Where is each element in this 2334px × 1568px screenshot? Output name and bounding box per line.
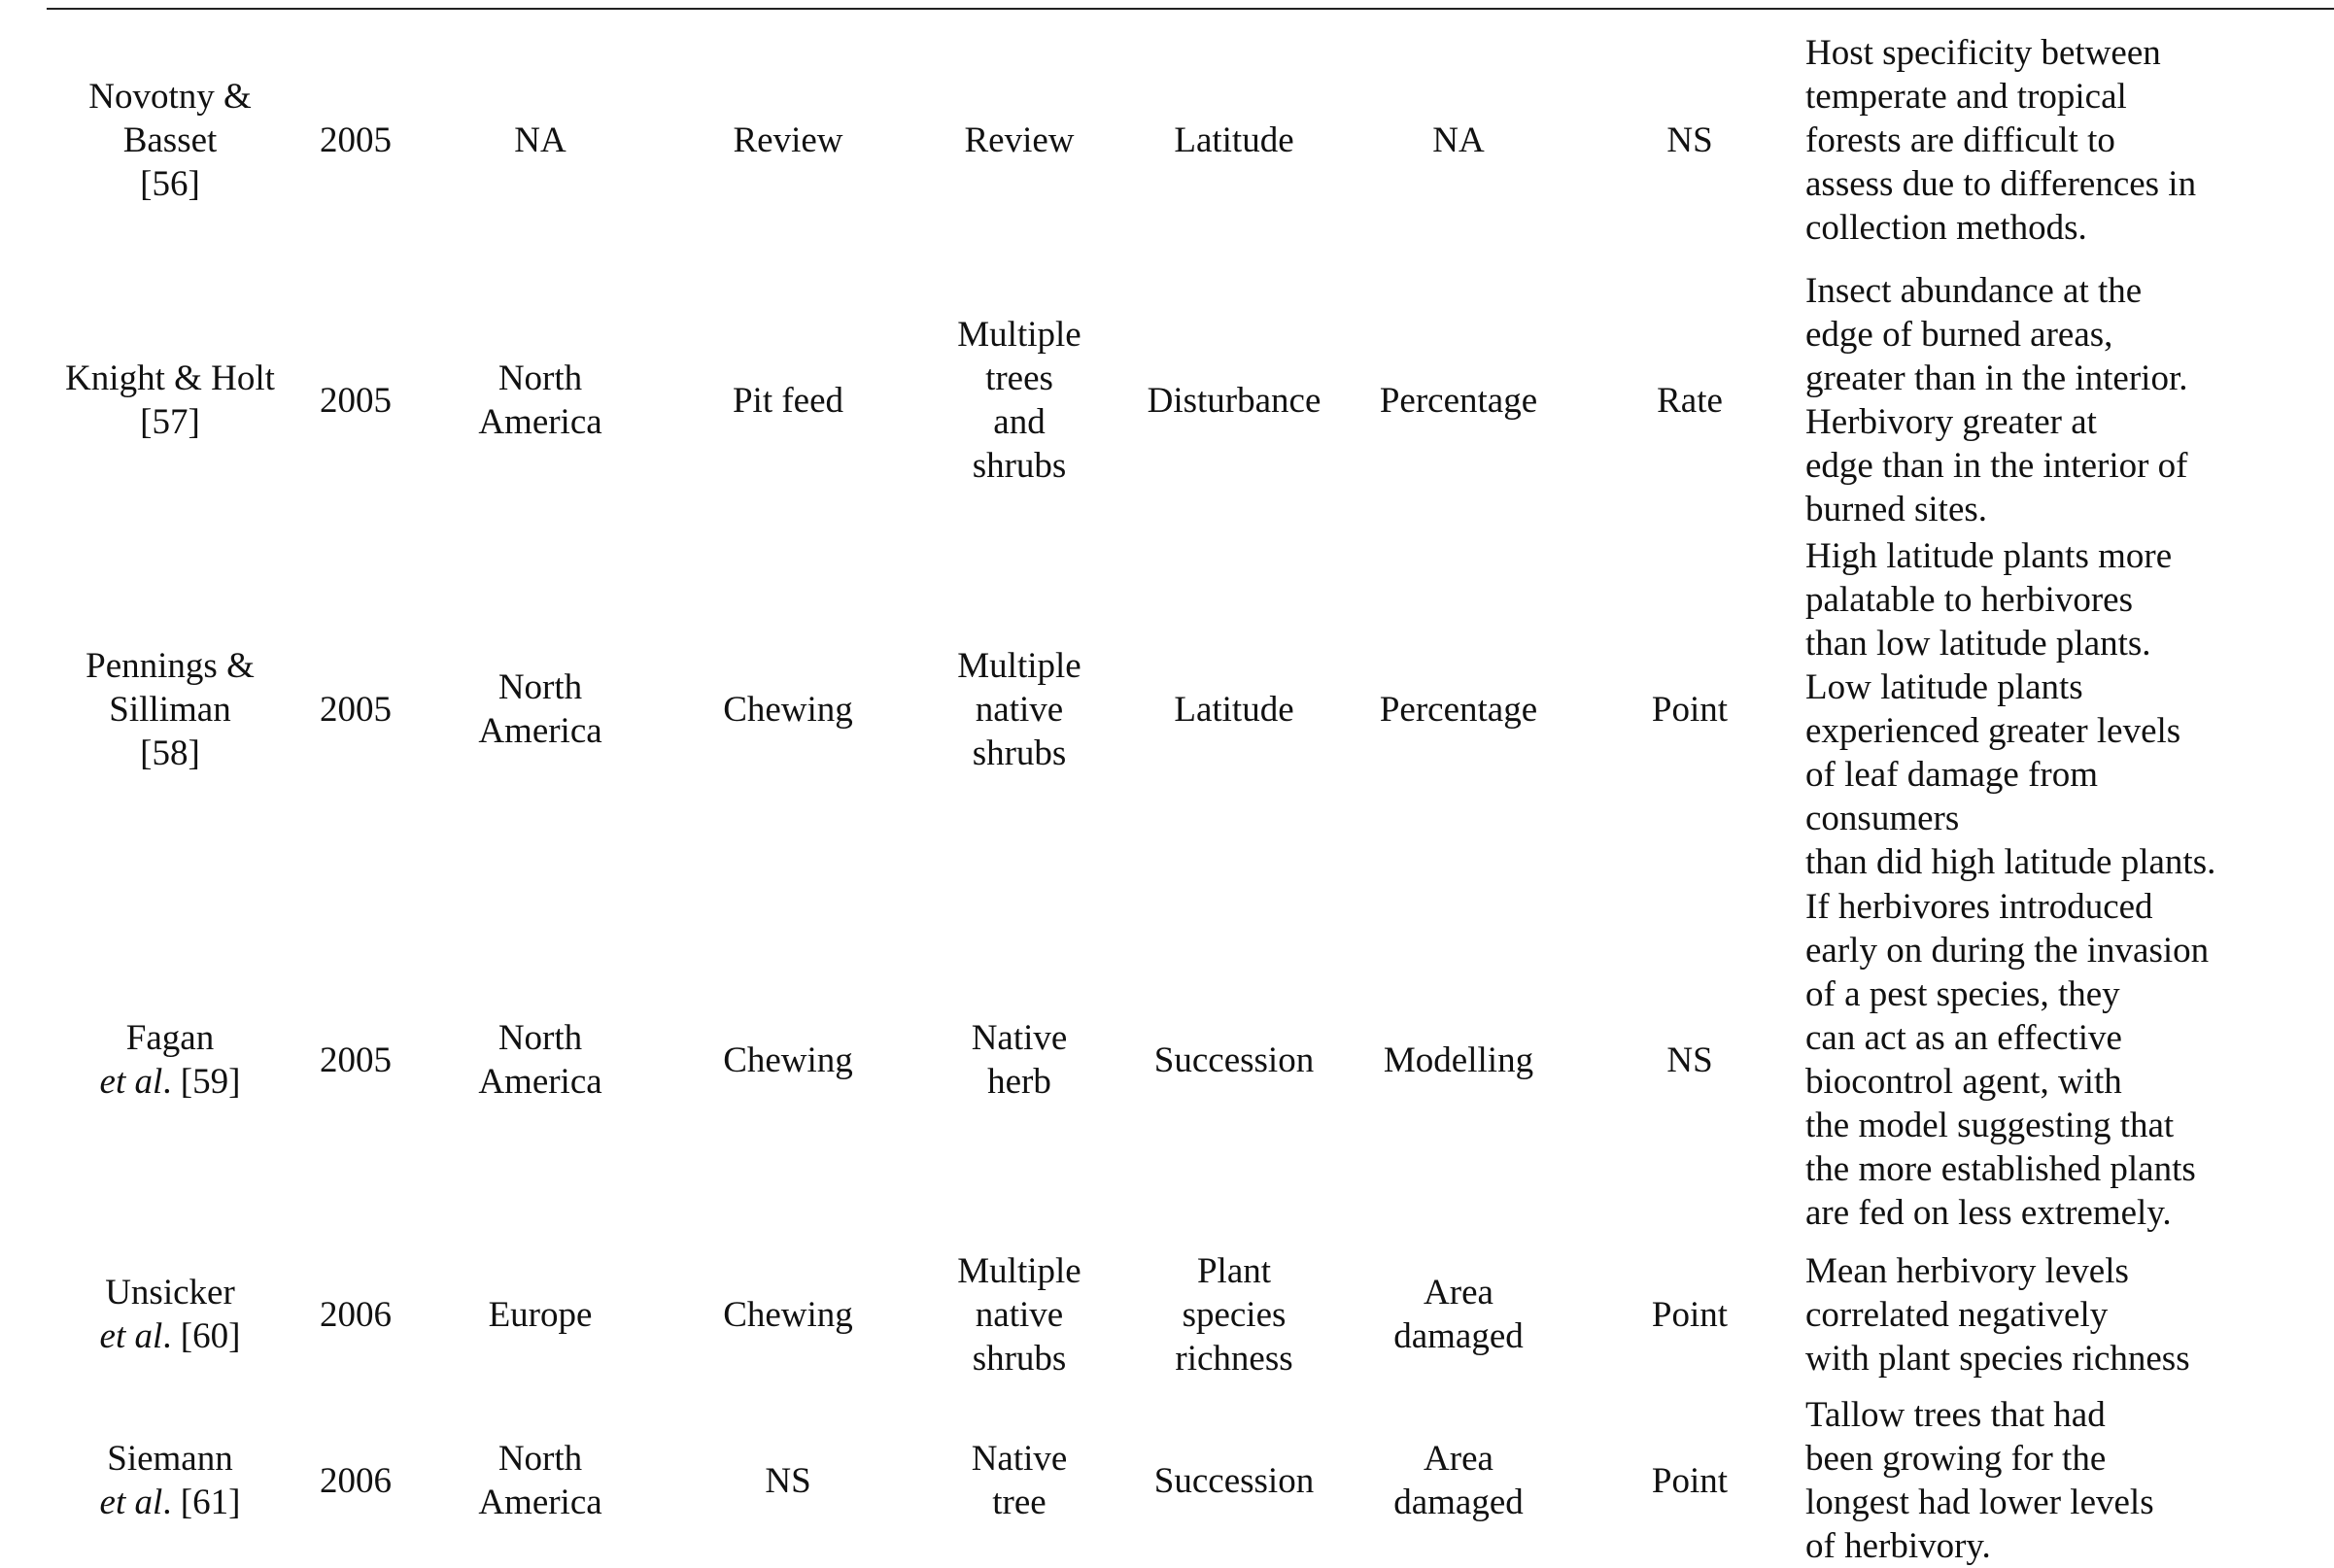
author-cell [47, 1236, 293, 1393]
year-cell: 2005 [320, 380, 392, 421]
summary-line: forests are difficult to [1805, 119, 2115, 160]
summary-line: experienced greater levels [1805, 711, 2181, 751]
factor-cell [1125, 534, 1343, 884]
region-line: North [498, 1018, 583, 1058]
table-row [47, 884, 2291, 1236]
year-cell: 2005 [320, 1040, 392, 1080]
measure-cell [1343, 1236, 1574, 1393]
method-cell: Rate [1657, 380, 1723, 421]
plant-cell [913, 884, 1125, 1236]
feeding-cell: Chewing [723, 1294, 853, 1335]
summary-line: High latitude plants more [1805, 536, 2173, 576]
table-row [47, 1236, 2291, 1393]
plant-line: Multiple [957, 1250, 1081, 1291]
author-ref: [57] [140, 402, 200, 442]
summary-line: Tallow trees that had [1805, 1395, 2106, 1435]
author-ref [47, 1314, 293, 1358]
et-al-text: et al [99, 1316, 163, 1356]
region-cell [418, 266, 663, 534]
summary-cell [1805, 1393, 2291, 1568]
summary-line: greater than in the interior. [1805, 358, 2188, 398]
author-cell [47, 1393, 293, 1568]
measure-line: Modelling [1383, 1040, 1534, 1080]
et-al-text: et al [99, 1062, 163, 1102]
method-cell: Point [1651, 1294, 1729, 1335]
region-line: America [478, 1062, 602, 1102]
summary-line: been growing for the [1805, 1439, 2107, 1479]
year-cell: 2006 [320, 1460, 392, 1501]
measure-line: damaged [1393, 1316, 1524, 1356]
table-row [47, 534, 2291, 884]
year-cell: 2006 [320, 1294, 392, 1335]
literature-table [47, 14, 2291, 1568]
feeding-cell: Chewing [723, 1040, 853, 1080]
plant-line: and [993, 402, 1046, 442]
author-line: Unsicker [105, 1273, 235, 1312]
factor-cell [1125, 14, 1343, 266]
feeding-cell: Chewing [723, 689, 853, 730]
summary-line: assess due to differences in [1805, 163, 2197, 204]
summary-line: Herbivory greater at [1805, 402, 2097, 442]
plant-line: native [975, 689, 1064, 730]
summary-line: Mean herbivory levels [1805, 1250, 2129, 1291]
plant-line: Review [964, 119, 1075, 160]
author-line: Siemann [107, 1439, 233, 1479]
summary-line: the model suggesting that [1805, 1106, 2175, 1145]
et-al-text: et al [99, 1483, 163, 1522]
region-line: America [478, 711, 602, 751]
measure-line: Percentage [1379, 380, 1538, 421]
summary-cell [1805, 266, 2291, 534]
author-cell [47, 884, 293, 1236]
plant-line: Native [971, 1439, 1068, 1479]
ref-number: . [59] [162, 1062, 241, 1102]
summary-line: of herbivory. [1805, 1526, 1991, 1566]
region-line: America [478, 1483, 602, 1522]
measure-cell [1343, 534, 1574, 884]
measure-line: damaged [1393, 1483, 1524, 1522]
region-cell: Europe [488, 1294, 593, 1335]
measure-line: NA [1432, 119, 1485, 160]
summary-line: early on during the invasion [1805, 931, 2210, 971]
plant-line: shrubs [972, 1338, 1067, 1379]
factor-cell [1125, 1236, 1343, 1393]
plant-line: shrubs [972, 446, 1067, 486]
author-ref [47, 1481, 293, 1524]
summary-cell [1805, 1236, 2291, 1393]
measure-line: Area [1424, 1439, 1493, 1479]
summary-line: Low latitude plants [1805, 667, 2083, 707]
feeding-cell: Review [733, 119, 843, 160]
summary-cell [1805, 14, 2291, 266]
factor-line: Succession [1153, 1040, 1315, 1080]
summary-line: burned sites. [1805, 490, 1988, 529]
plant-line: Multiple [957, 315, 1081, 355]
summary-line: Host specificity between [1805, 32, 2161, 73]
table-row [47, 1393, 2291, 1568]
table-row [47, 266, 2291, 534]
method-cell: Point [1651, 689, 1729, 730]
summary-line: correlated negatively [1805, 1294, 2109, 1335]
summary-line: If herbivores introduced [1805, 887, 2153, 927]
factor-cell [1125, 1393, 1343, 1568]
measure-cell [1343, 14, 1574, 266]
factor-line: Plant [1196, 1250, 1272, 1291]
summary-line: biocontrol agent, with [1805, 1062, 2122, 1102]
summary-line: can act as an effective [1805, 1018, 2122, 1058]
factor-line: Succession [1153, 1460, 1315, 1501]
plant-line: native [975, 1294, 1064, 1335]
year-cell: 2005 [320, 119, 392, 160]
year-cell: 2005 [320, 689, 392, 730]
region-line: North [498, 1439, 583, 1479]
author-cell [47, 14, 293, 266]
plant-line: Multiple [957, 645, 1081, 686]
summary-line: than low latitude plants. [1805, 624, 2151, 664]
measure-line: Area [1424, 1273, 1493, 1312]
summary-line: temperate and tropical [1805, 76, 2127, 117]
measure-cell [1343, 266, 1574, 534]
summary-line: longest had lower levels [1805, 1483, 2154, 1522]
author-line: Pennings & [86, 645, 255, 686]
feeding-cell: Pit feed [732, 380, 844, 421]
method-cell: Point [1651, 1460, 1729, 1501]
author-cell [47, 266, 293, 534]
summary-line: palatable to herbivores [1805, 580, 2133, 620]
plant-cell [913, 266, 1125, 534]
plant-line: Native [971, 1018, 1068, 1058]
region-line: North [498, 358, 583, 398]
plant-line: shrubs [972, 733, 1067, 773]
factor-cell [1125, 884, 1343, 1236]
plant-cell [913, 14, 1125, 266]
summary-cell [1805, 534, 2291, 884]
summary-line: the more established plants [1805, 1149, 2196, 1189]
summary-line: Insect abundance at the [1805, 271, 2143, 311]
factor-cell [1125, 266, 1343, 534]
summary-line: consumers [1805, 799, 1960, 838]
measure-line: Percentage [1379, 689, 1538, 730]
ref-number: . [60] [162, 1316, 241, 1356]
author-line: Fagan [125, 1018, 215, 1058]
table-row [47, 14, 2291, 266]
factor-line: species [1182, 1294, 1287, 1335]
summary-line: edge of burned areas, [1805, 315, 2113, 355]
region-cell [418, 534, 663, 884]
factor-line: Latitude [1174, 119, 1294, 160]
feeding-cell: NS [765, 1460, 811, 1501]
plant-line: herb [987, 1062, 1051, 1102]
author-cell [47, 534, 293, 884]
ref-number: . [61] [162, 1483, 241, 1522]
author-line: Novotny & [88, 76, 252, 117]
author-line: Silliman [109, 689, 231, 730]
summary-line: collection methods. [1805, 207, 2087, 248]
method-cell: NS [1666, 119, 1713, 160]
method-cell: NS [1666, 1040, 1713, 1080]
plant-cell [913, 1236, 1125, 1393]
author-ref: [58] [140, 733, 200, 773]
region-line: America [478, 402, 602, 442]
factor-line: Disturbance [1147, 380, 1321, 421]
summary-line: with plant species richness [1805, 1338, 2190, 1379]
summary-line: of leaf damage from [1805, 755, 2098, 795]
summary-line: than did high latitude plants. [1805, 842, 2216, 882]
plant-cell [913, 534, 1125, 884]
plant-line: trees [985, 358, 1053, 398]
summary-cell [1805, 884, 2291, 1236]
author-ref [47, 1060, 293, 1104]
factor-line: Latitude [1174, 689, 1294, 730]
region-cell: NA [514, 119, 566, 160]
author-line: Knight & Holt [65, 358, 275, 398]
region-line: North [498, 667, 583, 707]
author-line: Basset [122, 119, 218, 160]
plant-line: tree [992, 1483, 1047, 1522]
factor-line: richness [1175, 1338, 1293, 1379]
table-top-rule [47, 8, 2334, 10]
author-ref: [56] [140, 163, 200, 204]
measure-cell [1343, 1393, 1574, 1568]
region-cell [418, 884, 663, 1236]
region-cell [418, 1393, 663, 1568]
plant-cell [913, 1393, 1125, 1568]
summary-line: of a pest species, they [1805, 974, 2120, 1014]
summary-line: edge than in the interior of [1805, 446, 2188, 486]
summary-line: are fed on less extremely. [1805, 1193, 2172, 1233]
measure-cell [1343, 884, 1574, 1236]
